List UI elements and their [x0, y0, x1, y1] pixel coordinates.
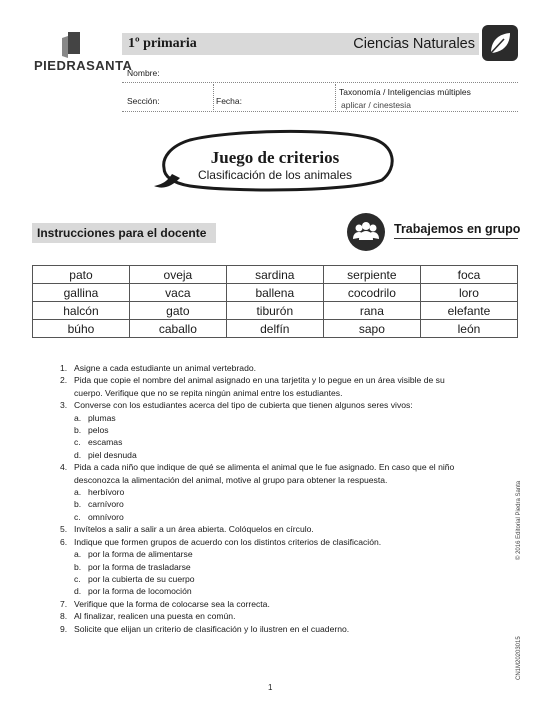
table-row: [33, 266, 518, 284]
sub-list-letter: a.: [74, 549, 82, 560]
animal-cell: vaca: [129, 284, 226, 302]
page-title: Juego de criterios: [210, 148, 340, 167]
list-item: [60, 598, 460, 610]
sub-list-letter: b.: [74, 425, 82, 436]
list-item: [60, 399, 460, 411]
list-item-number: 1.: [60, 363, 68, 373]
sub-list-text: piel desnuda: [88, 449, 137, 460]
animal-cell: oveja: [129, 266, 226, 284]
animal-cell: pato: [33, 266, 130, 284]
fecha-label: Fecha:: [216, 96, 242, 106]
group-underline: [394, 238, 518, 239]
list-item-text: Verifique que la forma de colocarse sea la correcta.: [74, 598, 270, 609]
sub-list-item: [60, 573, 460, 585]
sub-list-item: [60, 449, 460, 461]
animal-cell: elefante: [420, 302, 517, 320]
list-item: [60, 374, 460, 399]
steps-list: [60, 362, 460, 635]
list-item-text: Solicite que elijan un criterio de clasificación y lo ilustren en el cuaderno.: [74, 623, 350, 634]
animal-cell: ballena: [226, 284, 323, 302]
table-row: [33, 320, 518, 338]
list-item: [60, 523, 460, 535]
animal-cell: rana: [323, 302, 420, 320]
sub-list-letter: c.: [74, 511, 81, 522]
sub-list-letter: b.: [74, 499, 82, 510]
sub-list-letter: a.: [74, 412, 82, 423]
group-icon: [347, 213, 385, 251]
animal-cell: búho: [33, 320, 130, 338]
list-item-text: Asigne a cada estudiante un animal vertebrado.: [74, 363, 257, 373]
sub-list-text: herbívoro: [88, 487, 125, 498]
nombre-label: Nombre:: [127, 68, 160, 78]
list-item-number: 7.: [60, 598, 68, 609]
sub-list-text: omnívoro: [88, 511, 124, 522]
sub-list-text: por la forma de locomoción: [88, 586, 192, 597]
list-item-number: 6.: [60, 536, 68, 547]
field-bottom-line: [122, 111, 518, 112]
sub-list-item: [60, 424, 460, 436]
animal-cell: sapo: [323, 320, 420, 338]
sub-list-text: por la forma de trasladarse: [88, 561, 191, 572]
sub-list-text: plumas: [88, 412, 116, 423]
animal-cell: loro: [420, 284, 517, 302]
page-number: 1: [268, 683, 273, 692]
leaf-icon: [482, 25, 518, 61]
sub-list-letter: b.: [74, 561, 82, 572]
table-row: [33, 302, 518, 320]
seccion-label: Sección:: [127, 96, 160, 106]
sub-list-letter: d.: [74, 449, 82, 460]
list-item-number: 8.: [60, 611, 68, 622]
list-item: [60, 536, 460, 548]
list-item-text: Al finalizar, realicen una puesta en común.: [74, 611, 236, 622]
list-item: [60, 623, 460, 635]
table-row: [33, 284, 518, 302]
animal-cell: cocodrilo: [323, 284, 420, 302]
field-divider: [213, 84, 214, 112]
instructions-heading: Instrucciones para el docente: [37, 226, 207, 240]
list-item-text: Indique que formen grupos de acuerdo con los distintos criterios de clasificación.: [74, 536, 382, 547]
sub-list-text: por la forma de alimentarse: [88, 549, 193, 560]
sub-list-text: pelos: [88, 425, 109, 436]
animal-cell: caballo: [129, 320, 226, 338]
publisher-logo: PIEDRASANTA: [34, 58, 133, 73]
animal-cell: león: [420, 320, 517, 338]
sub-list-item: [60, 548, 460, 560]
animal-cell: gato: [129, 302, 226, 320]
sub-list-text: carnívoro: [88, 499, 124, 510]
sub-list-item: [60, 412, 460, 424]
document-code: CN1M20203015: [516, 636, 522, 680]
list-item-number: 5.: [60, 524, 68, 535]
book-logo-icon: [62, 32, 84, 58]
copyright-note: © 2016 Editorial Piedra Santa: [516, 480, 522, 560]
list-item-text: Invítelos a salir a salir a un área abierta. Colóquelos en círculo.: [74, 524, 314, 535]
page-subtitle: Clasificación de los animales: [197, 168, 353, 182]
nombre-field[interactable]: [122, 82, 518, 83]
animal-cell: gallina: [33, 284, 130, 302]
animal-cell: delfín: [226, 320, 323, 338]
sub-list-item: [60, 585, 460, 597]
list-item: [60, 461, 460, 486]
list-item: [60, 610, 460, 622]
sub-list-letter: c.: [74, 437, 81, 448]
sub-list-text: escamas: [88, 437, 123, 448]
list-item-number: 4.: [60, 462, 68, 473]
group-work-heading: Trabajemos en grupo: [394, 222, 521, 236]
sub-list-item: [60, 561, 460, 573]
list-item-number: 2.: [60, 375, 68, 386]
animal-cell: serpiente: [323, 266, 420, 284]
sub-list-item: [60, 498, 460, 510]
grade-label: 1º primaria: [128, 36, 197, 51]
animal-cell: tiburón: [226, 302, 323, 320]
list-item: [60, 362, 460, 374]
sub-list-item: [60, 511, 460, 523]
list-item-text: Pida a cada niño que indique de qué se alimenta el animal que le fue asignado. En caso que el niño desconozca la alimentación del animal, motive al grupo para obtener la respuesta.: [74, 462, 455, 485]
subject-label: Ciencias Naturales: [353, 36, 475, 52]
taxonomy-sub-label: aplicar / cinestesia: [341, 100, 411, 110]
list-item-text: Converse con los estudiantes acerca del tipo de cubierta que tienen algunos seres vivos:: [74, 400, 413, 411]
animal-cell: foca: [420, 266, 517, 284]
sub-list-letter: a.: [74, 487, 82, 498]
sub-list-text: por la cubierta de su cuerpo: [88, 573, 195, 584]
sub-list-item: [60, 486, 460, 498]
field-divider: [335, 84, 336, 112]
taxonomy-label: Taxonomía / Inteligencias múltiples: [339, 87, 471, 97]
list-item-number: 3.: [60, 400, 68, 411]
sub-list-letter: c.: [74, 573, 81, 584]
sub-list-letter: d.: [74, 586, 82, 597]
sub-list-item: [60, 436, 460, 448]
animal-cell: sardina: [226, 266, 323, 284]
animal-cell: halcón: [33, 302, 130, 320]
list-item-number: 9.: [60, 623, 68, 634]
animals-table: [32, 265, 518, 338]
list-item-text: Pida que copie el nombre del animal asignado en una tarjetita y lo pegue en un área visible de su cuerpo. Verifique que no se repita ningún animal entre los estudiantes.: [74, 375, 445, 398]
